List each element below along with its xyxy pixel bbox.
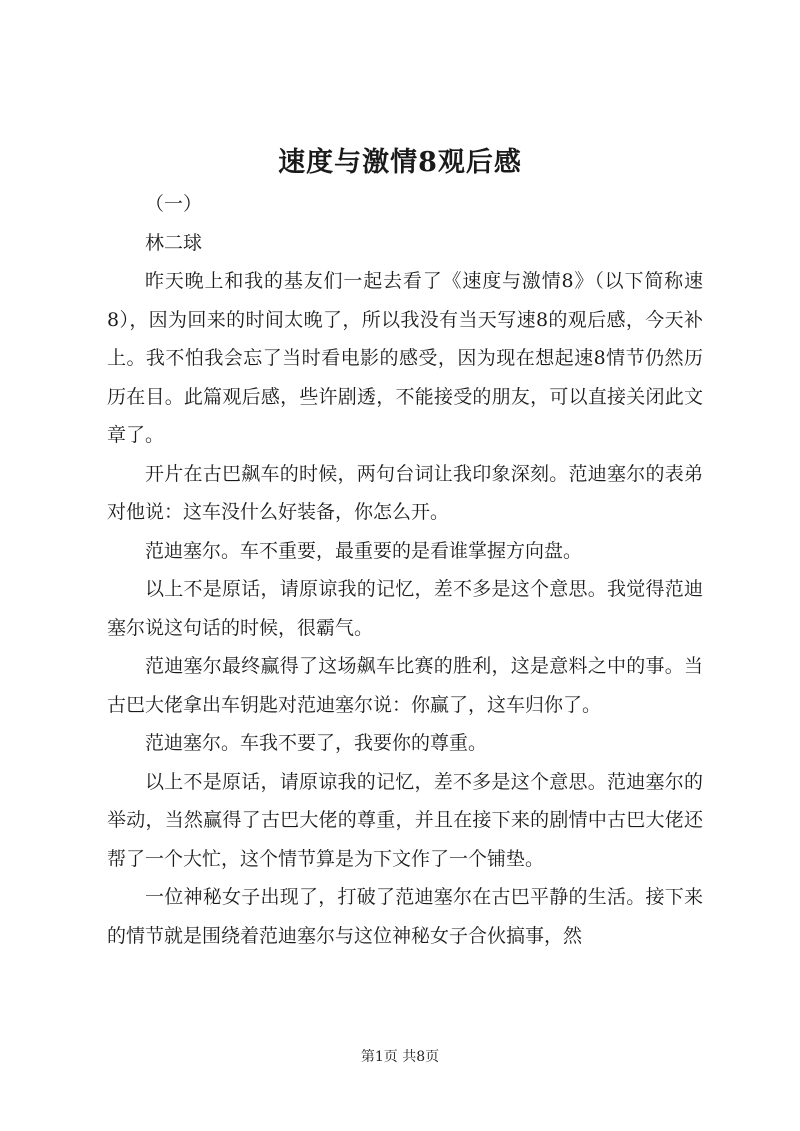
paragraph: 以上不是原话，请原谅我的记忆，差不多是这个意思。范迪塞尔的举动，当然赢得了古巴大佬的尊重，并且在接下来的剧情中古巴大佬还帮了一个大忙，这个情节算是为下文作了一个铺垫。 [107,770,703,870]
paragraph: 范迪塞尔最终赢得了这场飙车比赛的胜利，这是意料之中的事。当古巴大佬拿出车钥匙对范迪塞尔说：你赢了，这车归你了。 [107,655,703,716]
page-number-footer: 第1页 共8页 [360,1049,440,1065]
paragraph: 一位神秘女子出现了，打破了范迪塞尔在古巴平静的生活。接下来的情节就是围绕着范迪塞尔与这位神秘女子合伙搞事，然 [107,886,703,947]
paragraph: 以上不是原话，请原谅我的记忆，差不多是这个意思。我觉得范迪塞尔说这句话的时候，很霸气。 [107,578,703,639]
document-body [107,185,703,955]
author-name: 林二球 [145,231,203,254]
paragraph: 范迪塞尔。车我不要了，我要你的尊重。 [145,732,488,754]
paragraph: 昨天晚上和我的基友们一起去看了《速度与激情8》（以下简称速8），因为回来的时间太晚了，所以我没有当天写速8的观后感，今天补上。我不怕我会忘了当时看电影的感受，因为现在想起速8情节仍然历历在目。此篇观后感，些许剧透，不能接受的朋友，可以直接关闭此文章了。 [107,270,703,446]
page-title: 速度与激情8观后感 [278,147,522,178]
section-number: （一） [145,193,203,215]
paragraph: 范迪塞尔。车不重要，最重要的是看谁掌握方向盘。 [145,539,583,562]
paragraph: 开片在古巴飙车的时候，两句台词让我印象深刻。范迪塞尔的表弟对他说：这车没什么好装备，你怎么开。 [107,462,703,523]
